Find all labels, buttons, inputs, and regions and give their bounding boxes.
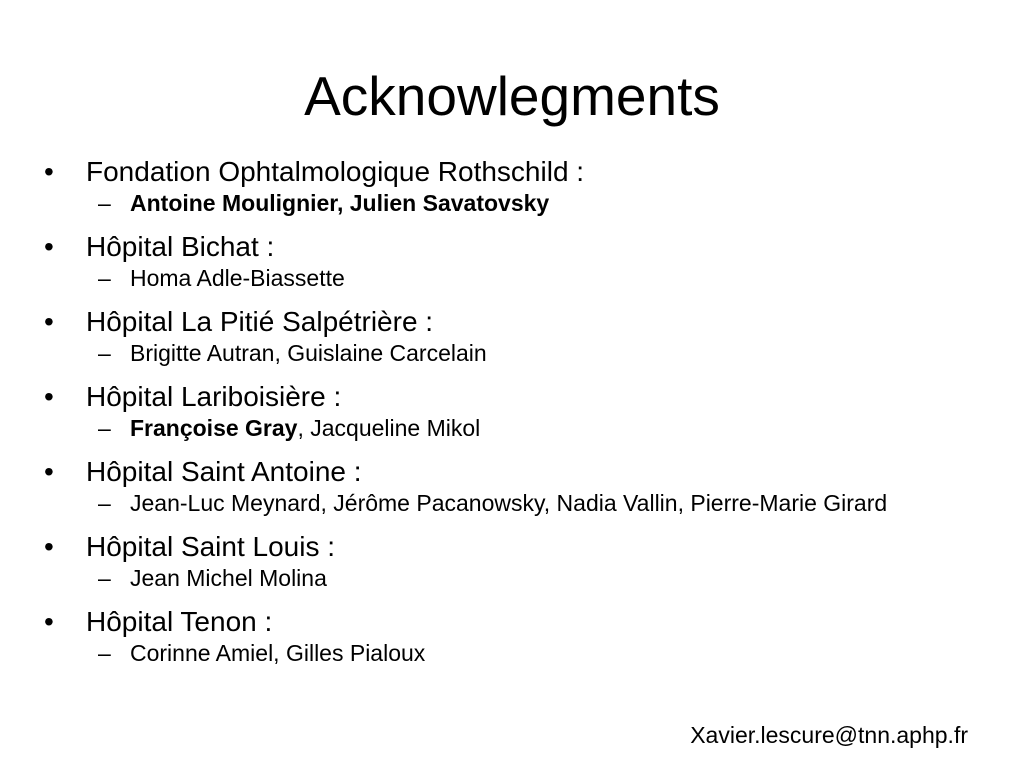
institution-heading: Hôpital La Pitié Salpétrière : (86, 306, 434, 337)
institution-heading: Fondation Ophtalmologique Rothschild : (86, 156, 585, 187)
bullet-item (44, 453, 994, 490)
dash-icon: – (98, 565, 111, 591)
bullet-item (44, 378, 994, 415)
sub-item (44, 565, 994, 592)
bullet-item (44, 528, 994, 565)
bullet-icon: • (44, 531, 54, 562)
people-regular: Brigitte Autran, Guislaine Carcelain (130, 340, 487, 366)
people-regular: Corinne Amiel, Gilles Pialoux (130, 640, 426, 666)
bullet-item (44, 228, 994, 265)
bullet-icon: • (44, 606, 54, 637)
sub-item (44, 190, 994, 217)
people-bold: Antoine Moulignier, Julien Savatovsky (130, 190, 550, 216)
sub-item (44, 265, 994, 292)
sub-item (44, 490, 994, 517)
bullet-icon: • (44, 306, 54, 337)
bullet-icon: • (44, 456, 54, 487)
contact-email: Xavier.lescure@tnn.aphp.fr (690, 722, 968, 748)
bullet-item (44, 153, 994, 190)
institution-heading: Hôpital Saint Louis : (86, 531, 336, 562)
people-regular: Jean-Luc Meynard, Jérôme Pacanowsky, Nadia Vallin, Pierre-Marie Girard (130, 490, 888, 516)
bullet-icon: • (44, 231, 54, 262)
slide-title: Acknowlegments (304, 65, 720, 127)
acknowledgment-list (44, 153, 994, 678)
dash-icon: – (98, 640, 111, 666)
dash-icon: – (98, 190, 111, 216)
institution-heading: Hôpital Bichat : (86, 231, 275, 262)
bullet-item (44, 603, 994, 640)
sub-item (44, 640, 994, 667)
bullet-item (44, 303, 994, 340)
sub-item (44, 340, 994, 367)
people-regular: Homa Adle-Biassette (130, 265, 345, 291)
dash-icon: – (98, 265, 111, 291)
dash-icon: – (98, 415, 111, 441)
people-regular: , Jacqueline Mikol (297, 415, 481, 441)
institution-heading: Hôpital Lariboisière : (86, 381, 342, 412)
bullet-icon: • (44, 381, 54, 412)
institution-heading: Hôpital Tenon : (86, 606, 273, 637)
dash-icon: – (98, 340, 111, 366)
sub-item (44, 415, 994, 442)
people-bold: Françoise Gray (130, 415, 298, 441)
people-regular: Jean Michel Molina (130, 565, 327, 591)
institution-heading: Hôpital Saint Antoine : (86, 456, 362, 487)
bullet-icon: • (44, 156, 54, 187)
dash-icon: – (98, 490, 111, 516)
